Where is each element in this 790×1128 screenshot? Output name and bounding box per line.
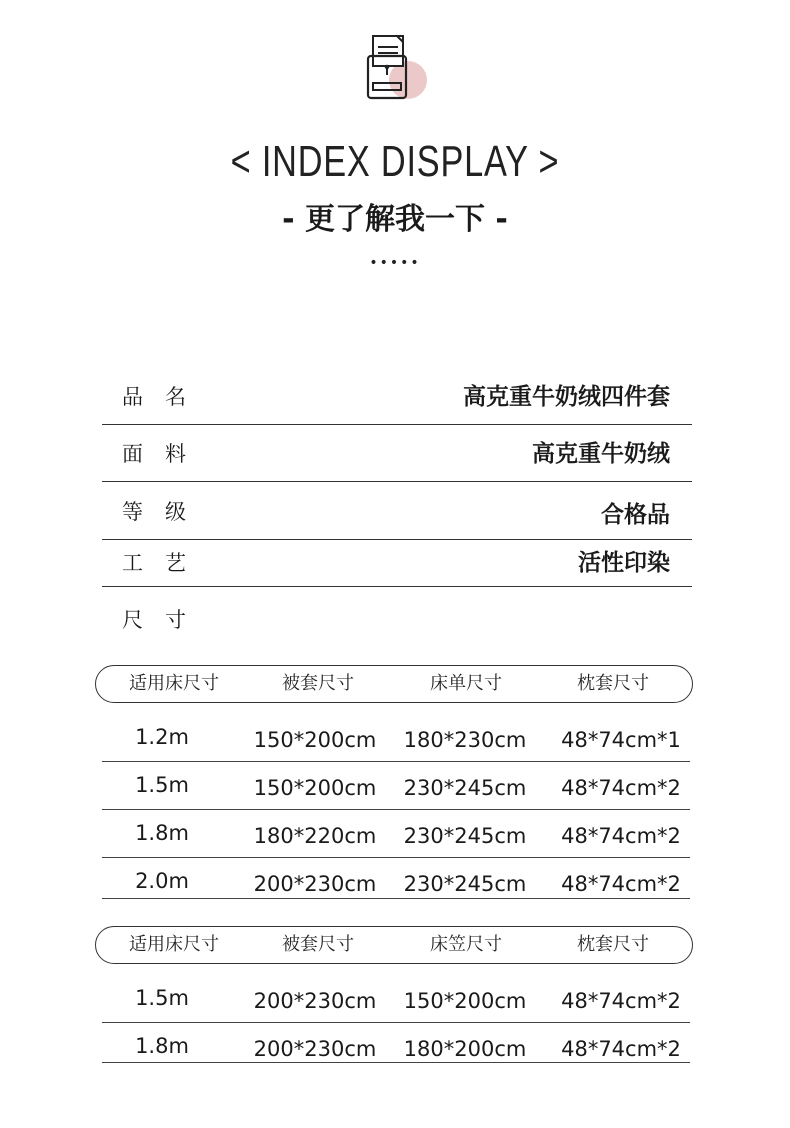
table-cell: 230*245cm — [403, 824, 527, 848]
info-row-fabric — [102, 426, 692, 482]
document-box-icon — [364, 30, 430, 102]
info-row-product-name — [102, 369, 692, 425]
table1-header — [95, 665, 693, 703]
divider — [102, 586, 692, 587]
table-cell: 200*230cm — [253, 872, 377, 896]
table-cell: 1.8m — [135, 821, 189, 845]
table-cell: 48*74cm*2 — [561, 824, 681, 848]
info-label: 工艺 — [122, 551, 208, 575]
table-cell: 48*74cm*2 — [561, 776, 681, 800]
info-value: 高克重牛奶绒四件套 — [463, 384, 670, 410]
table2-header — [95, 926, 693, 964]
divider — [102, 424, 692, 425]
table-header-cell: 被套尺寸 — [282, 934, 354, 955]
table-cell: 1.8m — [135, 1034, 189, 1058]
table-cell: 1.5m — [135, 773, 189, 797]
table-row — [102, 714, 690, 762]
table-header-cell: 适用床尺寸 — [129, 934, 219, 955]
table-row — [102, 858, 690, 899]
table-header-cell: 床单尺寸 — [430, 673, 502, 694]
table-cell: 200*230cm — [253, 989, 377, 1013]
table-cell: 150*200cm — [253, 728, 377, 752]
page-subtitle: - 更了解我一下 - — [282, 202, 508, 237]
table-header-cell: 枕套尺寸 — [577, 934, 649, 955]
table-cell: 200*230cm — [253, 1037, 377, 1061]
info-value: 高克重牛奶绒 — [532, 441, 670, 467]
divider — [102, 898, 690, 899]
table-row — [102, 810, 690, 858]
table-header-cell: 枕套尺寸 — [577, 673, 649, 694]
decorative-dots: ••••• — [369, 255, 421, 271]
info-row-size — [102, 592, 692, 648]
table-cell: 150*200cm — [403, 989, 527, 1013]
table-cell: 48*74cm*1 — [561, 728, 681, 752]
table-cell: 150*200cm — [253, 776, 377, 800]
info-label: 等级 — [122, 500, 208, 524]
table-row — [102, 762, 690, 810]
table-cell: 48*74cm*2 — [561, 872, 681, 896]
table-cell: 230*245cm — [403, 776, 527, 800]
table-cell: 180*220cm — [253, 824, 377, 848]
table-header-cell: 床笠尺寸 — [430, 934, 502, 955]
info-label: 尺寸 — [122, 608, 208, 632]
table-cell: 180*230cm — [403, 728, 527, 752]
table-cell: 180*200cm — [403, 1037, 527, 1061]
table-cell: 230*245cm — [403, 872, 527, 896]
table-row — [102, 975, 690, 1023]
table-cell: 1.5m — [135, 986, 189, 1010]
divider — [102, 1062, 690, 1063]
info-label: 品名 — [122, 385, 208, 409]
table-cell: 1.2m — [135, 725, 189, 749]
info-value: 合格品 — [601, 502, 670, 528]
divider — [102, 481, 692, 482]
table-cell: 48*74cm*2 — [561, 1037, 681, 1061]
table-row — [102, 1023, 690, 1063]
table-cell: 48*74cm*2 — [561, 989, 681, 1013]
table-cell: 2.0m — [135, 869, 189, 893]
info-label: 面料 — [122, 442, 208, 466]
table-header-cell: 被套尺寸 — [282, 673, 354, 694]
info-value: 活性印染 — [578, 550, 670, 576]
table-header-cell: 适用床尺寸 — [129, 673, 219, 694]
info-row-craft — [102, 535, 692, 587]
info-row-grade — [102, 484, 692, 540]
index-display-title: < INDEX DISPLAY > — [230, 137, 560, 186]
